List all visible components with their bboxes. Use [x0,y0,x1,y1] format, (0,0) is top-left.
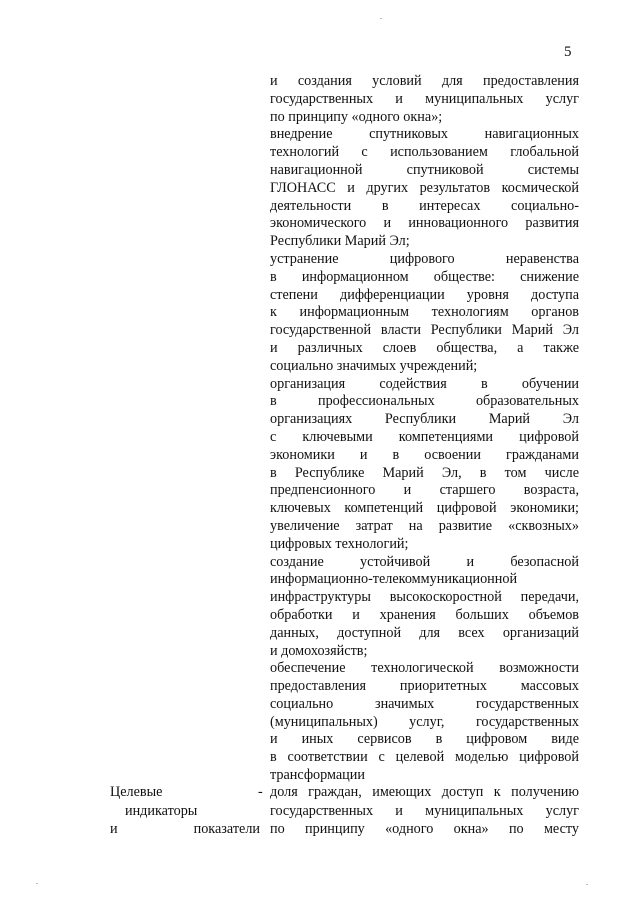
tasks-text-line: государственных и муниципальных услуг [270,90,579,107]
indicators-text-line: государственных и муниципальных услуг [270,802,579,819]
tasks-text-line: по принципу «одного окна»; [270,108,443,125]
tasks-text-line: технологий с использованием глобальной [270,144,579,161]
scan-speck [36,883,38,884]
indicators-text-line: по принципу «одного окна» по месту [270,821,579,837]
indicators-text [270,783,579,839]
tasks-text-line: данных, доступной для всех организаций [270,624,579,641]
tasks-text-line: и различных слоев общества, а также [270,339,579,356]
tasks-text-line: социально значимых учреждений; [270,357,478,374]
tasks-text-line: государственной власти Республики Марий Эл [270,322,579,339]
tasks-text-line: в соответствии с целевой моделью цифровой [270,749,579,766]
indicators-text-line: доля граждан, имеющих доступ к получению [270,784,579,800]
indicators-label-and: и [110,821,118,837]
tasks-text-line: степени дифференциации уровня доступа [270,286,579,303]
scan-speck [380,18,382,19]
tasks-text-line: в Республике Марий Эл, в том числе [270,464,579,481]
tasks-text-line: деятельности в интересах социально- [270,197,579,214]
tasks-text-line: и создания условий для предоставления [270,73,579,89]
indicators-label-indicators: показатели [193,821,260,837]
tasks-text-line: организациях Республики Марий Эл [270,411,579,428]
tasks-text-line: ключевых компетенций цифровой экономики; [270,500,579,517]
tasks-text-line: навигационной спутниковой системы [270,161,579,178]
tasks-text-line: к информационным технологиям органов [270,304,579,321]
tasks-text-line: обработки и хранения больших объемов [270,606,579,623]
scan-speck [586,884,588,885]
tasks-text-line: информационно-телекоммуникационной [270,571,518,588]
tasks-text-line: (муниципальных) услуг, государственных [270,713,579,730]
tasks-text-line: трансформации [270,767,365,784]
tasks-text-line: устранение цифрового неравенства [270,250,579,267]
tasks-text-line: Республики Марий Эл; [270,233,410,250]
page-number: 5 [564,44,572,60]
indicators-dash: - [258,784,263,800]
indicators-label [110,783,260,839]
tasks-text-line: социально значимых государственных [270,695,579,712]
tasks-text-line: и домохозяйств; [270,642,368,659]
tasks-text-line: экономики и в освоении гражданами [270,446,579,463]
tasks-text-line: внедрение спутниковых навигационных [270,126,579,143]
tasks-text-line: организация содействия в обучении [270,375,579,392]
tasks-text-line: с ключевыми компетенциями цифровой [270,428,579,445]
tasks-text-line: цифровых технологий; [270,535,409,552]
tasks-text-line: создание устойчивой и безопасной [270,553,579,570]
indicators-label-line-1: Целевые [110,784,163,800]
tasks-text-line: и иных сервисов в цифровом виде [270,731,579,748]
tasks-text-line: в информационном обществе: снижение [270,268,579,285]
tasks-text-line: предпенсионного и старшего возраста, [270,482,579,499]
tasks-text-line: обеспечение технологической возможности [270,660,579,677]
tasks-text-line: в профессиональных образовательных [270,393,579,410]
tasks-text-line: экономического и инновационного развития [270,215,579,232]
program-tasks-text [270,73,579,785]
indicators-label-line-2: индикаторы [125,802,198,819]
tasks-text-line: инфраструктуры высокоскоростной передачи, [270,589,579,606]
tasks-text-line: предоставления приоритетных массовых [270,678,579,695]
tasks-text-line: ГЛОНАСС и других результатов космической [270,179,579,196]
indicators-label-line-3 [110,820,260,839]
tasks-text-line: увеличение затрат на развитие «сквозных» [270,517,579,534]
